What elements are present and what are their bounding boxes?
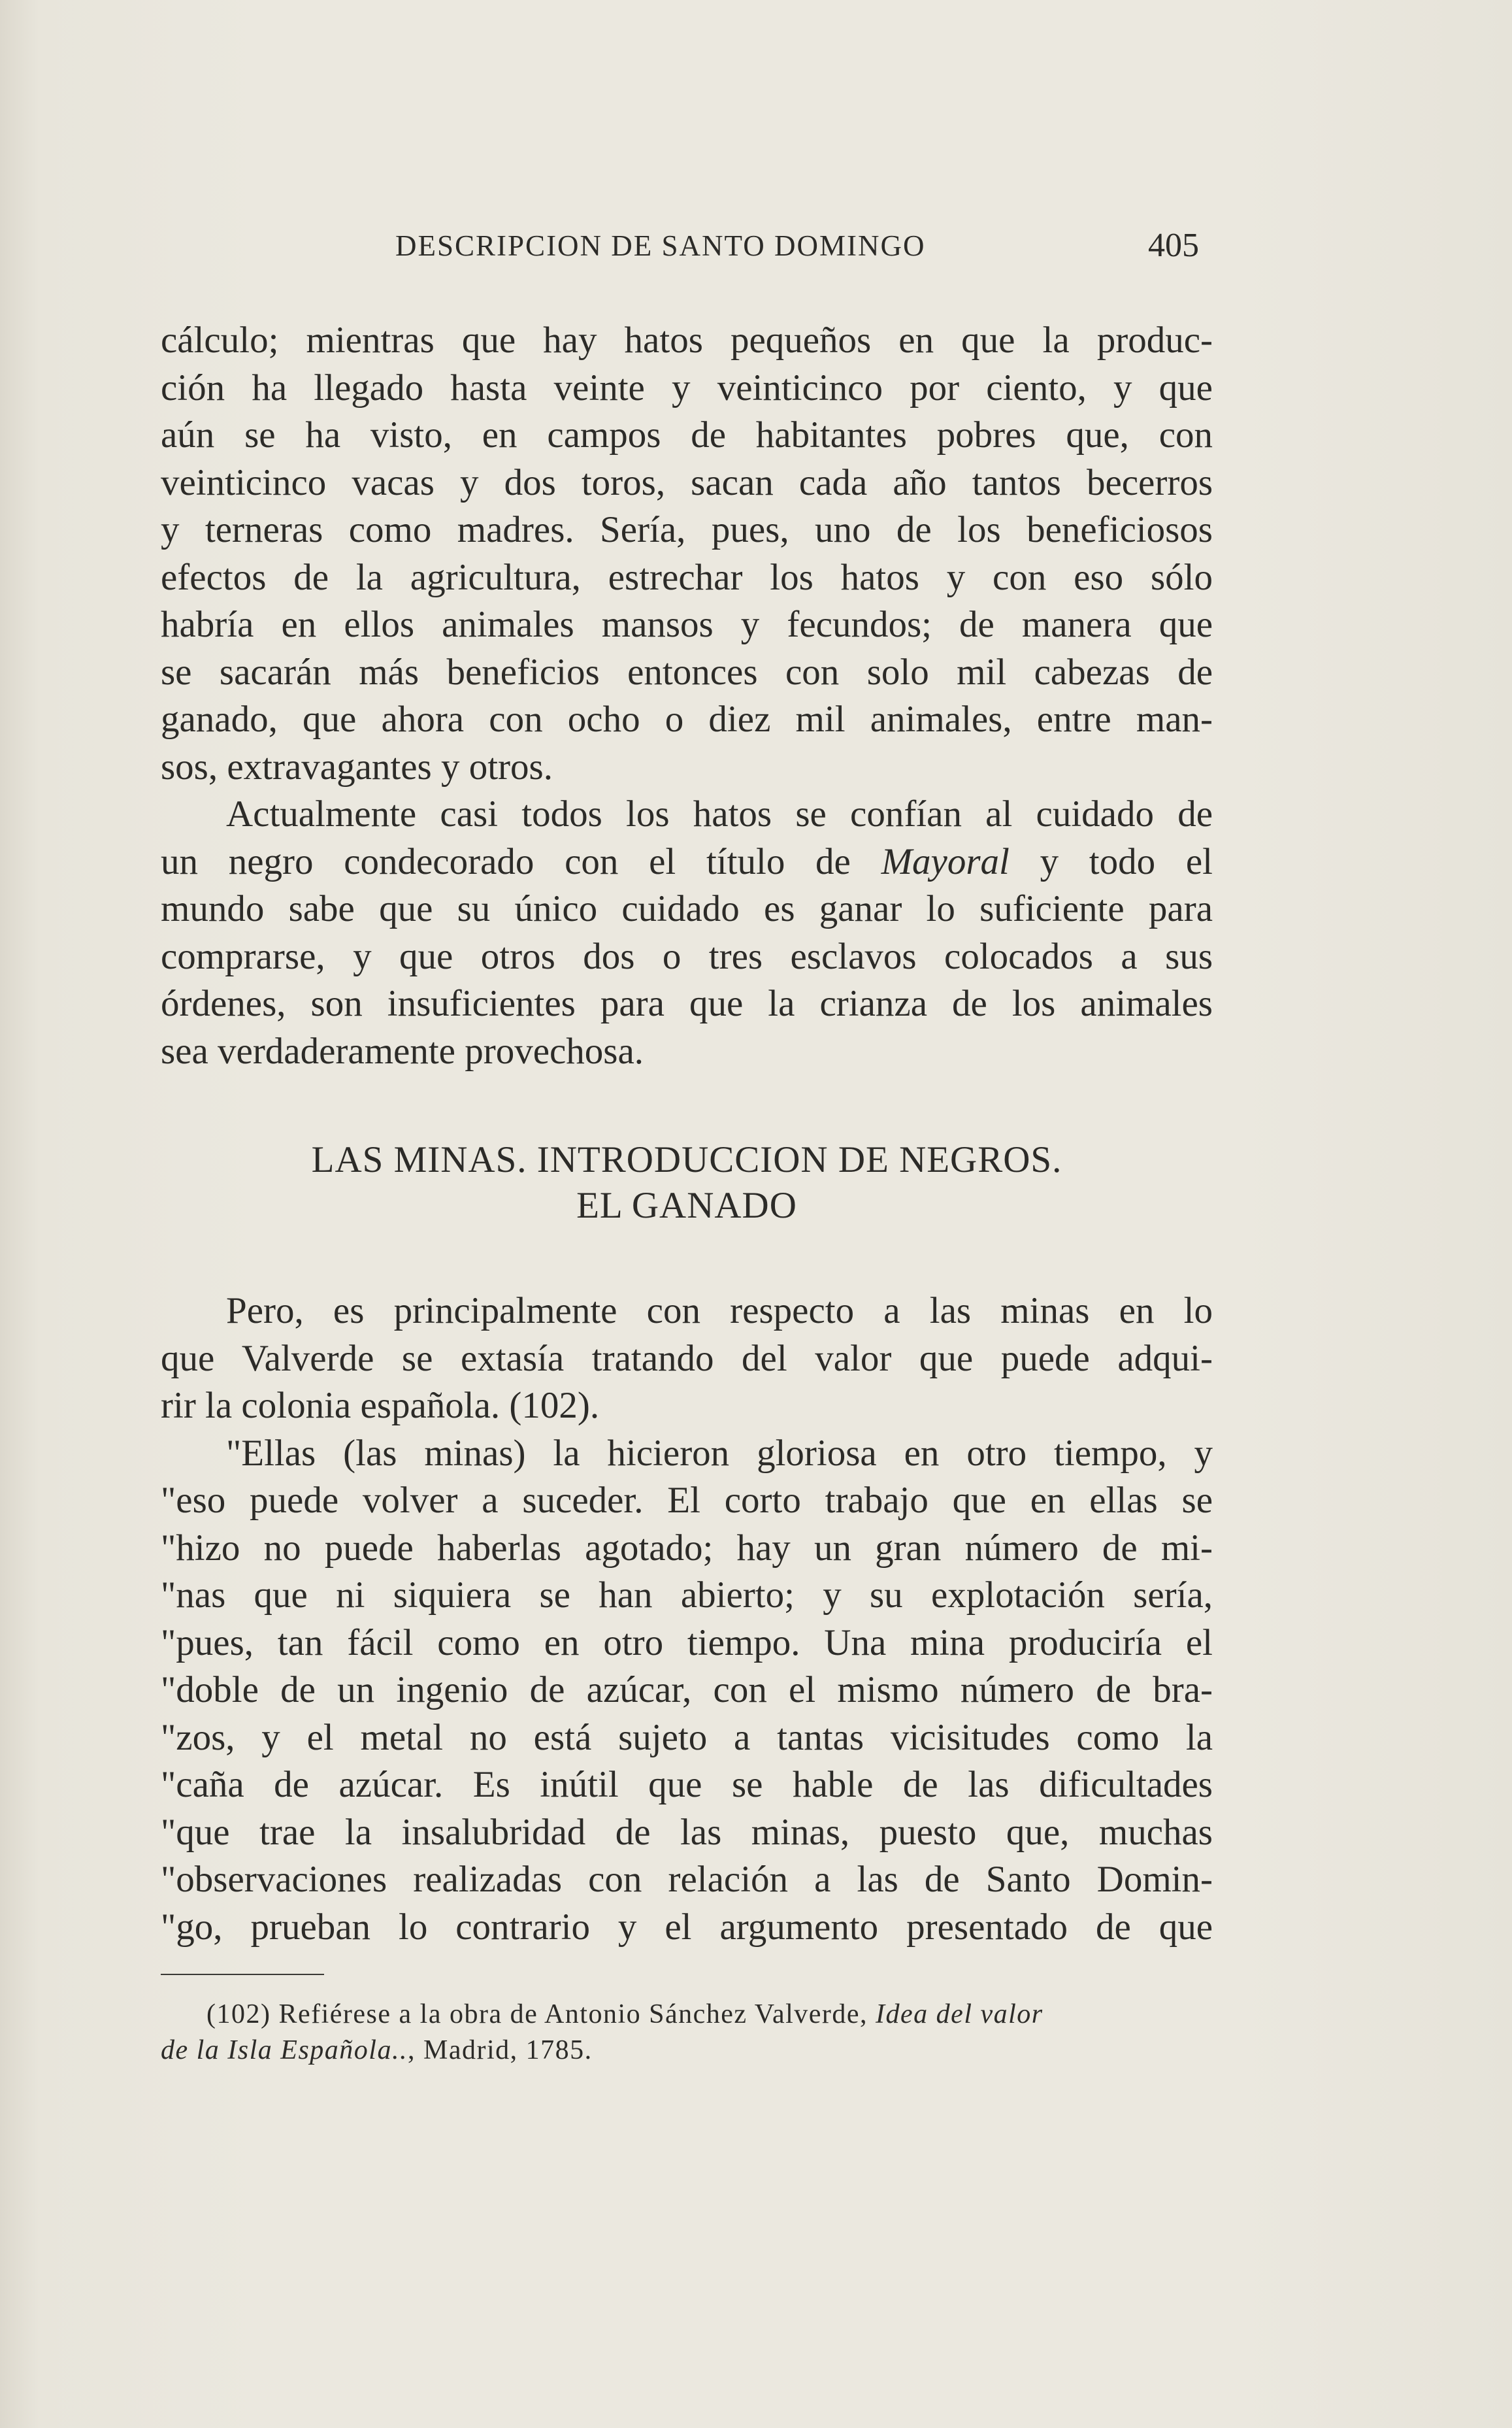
footnote-line (161, 2033, 1213, 2069)
text-line (161, 839, 1213, 886)
section-heading-line: LAS MINAS. INTRODUCCION DE NEGROS. (311, 1139, 1062, 1180)
text-line: sos, extravagantes y otros. (161, 746, 553, 788)
text-line: Actualmente casi todos los hatos se confían al cuidado de (226, 793, 1213, 835)
text-line: y terneras como madres. Sería, pues, uno de los beneficiosos (161, 509, 1213, 550)
paragraph-1 (161, 317, 1213, 1075)
text-line: habría en ellos animales mansos y fecundos; de manera que (161, 604, 1213, 645)
italic-term: Mayoral (881, 840, 1010, 882)
quote-line: "pues, tan fácil como en otro tiempo. Una mina produciría el (161, 1621, 1213, 1663)
text-line: cálculo; mientras que hay hatos pequeños en que la produc- (161, 320, 1213, 361)
text-line: ganado, que ahora con ocho o diez mil animales, entre man- (161, 699, 1213, 740)
section-heading (161, 1137, 1213, 1229)
quote-line: "que trae la insalubridad de las minas, puesto que, muchas (161, 1811, 1213, 1853)
footnote-line (161, 1997, 1213, 2033)
footnote-text: (102) Refiérese a la obra de Antonio Sánchez Valverde, (206, 1999, 876, 2029)
text-line: ción ha llegado hasta veinte y veinticinco por ciento, y que (161, 367, 1213, 408)
footnote-title: Idea del valor (876, 1999, 1044, 2029)
footnote-title: de la Isla Española.. (161, 2035, 408, 2065)
footnote-text: , Madrid, 1785. (407, 2035, 593, 2065)
quote-line: "Ellas (las minas) la hicieron gloriosa en otro tiempo, y (226, 1432, 1213, 1474)
text-fragment: un negro condecorado con el título de (161, 840, 881, 882)
text-line: veinticinco vacas y dos toros, sacan cada año tantos becerros (161, 461, 1213, 503)
text-line: órdenes, son insuficientes para que la crianza de los animales (161, 983, 1213, 1024)
text-fragment: y todo el (1009, 840, 1213, 882)
text-line: comprarse, y que otros dos o tres esclavos colocados a sus (161, 935, 1213, 977)
text-line: rir la colonia española. (102). (161, 1385, 600, 1426)
text-line: mundo sabe que su único cuidado es ganar lo suficiente para (161, 888, 1213, 929)
quote-line: "hizo no puede haberlas agotado; hay un gran número de mi- (161, 1527, 1213, 1569)
quote-line: "observaciones realizadas con relación a las de Santo Domin- (161, 1859, 1213, 1900)
quote-line: "caña de azúcar. Es inútil que se hable de las dificultades (161, 1764, 1213, 1805)
quote-line: "go, prueban lo contrario y el argumento presentado de que (161, 1906, 1213, 1948)
quote-line: "eso puede volver a suceder. El corto trabajo que en ellas se (161, 1480, 1213, 1521)
paragraph-3 (161, 1288, 1213, 1951)
text-line: Pero, es principalmente con respecto a las minas en lo (226, 1290, 1213, 1331)
footnote-102 (161, 1997, 1213, 2069)
quote-line: "zos, y el metal no está sujeto a tantas vicisitudes como la (161, 1716, 1213, 1758)
section-heading-line: EL GANADO (576, 1185, 797, 1226)
footnote-divider (161, 1974, 324, 1975)
text-line: sea verdaderamente provechosa. (161, 1030, 644, 1072)
text-line: se sacarán más beneficios entonces con solo mil cabezas de (161, 651, 1213, 693)
running-head: DESCRIPCION DE SANTO DOMINGO (395, 229, 926, 262)
text-line: efectos de la agricultura, estrechar los hatos y con eso sólo (161, 556, 1213, 598)
text-line: que Valverde se extasía tratando del valor que puede adqui- (161, 1337, 1213, 1379)
text-line: aún se ha visto, en campos de habitantes pobres que, con (161, 414, 1213, 456)
page-number: 405 (1148, 227, 1199, 264)
quote-line: "nas que ni siquiera se han abierto; y su explotación sería, (161, 1574, 1213, 1616)
quote-line: "doble de un ingenio de azúcar, con el mismo número de bra- (161, 1669, 1213, 1710)
